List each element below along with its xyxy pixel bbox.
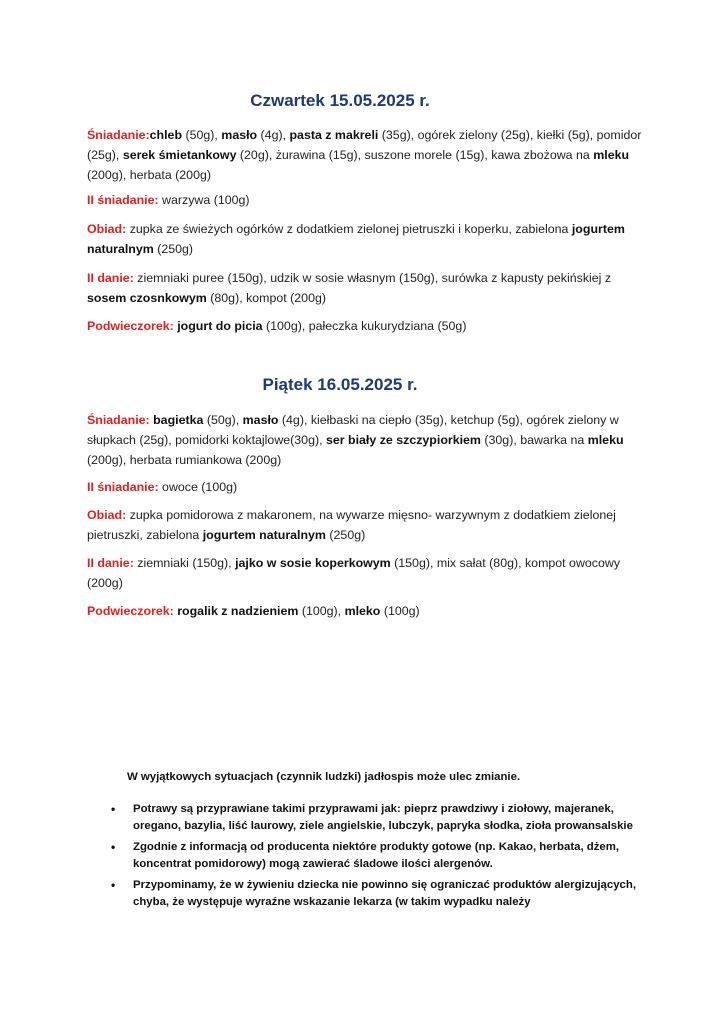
meal-text: (100g) xyxy=(380,604,420,618)
meal-item-bold: mleku xyxy=(593,148,630,162)
meal-text: zupka pomidorowa z makaronem, na wywarze mięsno- warzywnym z dodatkiem zielonej pietruszki, zabielona xyxy=(87,508,616,542)
notice-item xyxy=(109,839,654,873)
thursday-snack xyxy=(87,316,647,336)
meal-text: (30g), bawarka na xyxy=(480,433,588,447)
bullet-icon: • xyxy=(111,840,116,854)
meal-text: (200g), herbata rumiankowa (200g) xyxy=(87,453,282,467)
meal-text: (50g), xyxy=(182,128,222,142)
meal-item-bold: jogurtem naturalnym xyxy=(202,528,326,542)
notice-list xyxy=(109,801,654,915)
meal-label: II śniadanie: xyxy=(87,480,159,494)
meal-item-bold: jajko w sosie koperkowym xyxy=(235,556,391,570)
notice-item-text: Przypominamy, że w żywieniu dziecka nie powinno się ograniczać produktów alergizujących, chyba, że występuje wyraźne wskazanie lekarza (w takim wypadku należy xyxy=(133,879,637,908)
friday-breakfast xyxy=(87,410,647,470)
meal-text: (100g), pałeczka kukurydziana (50g) xyxy=(262,319,467,333)
meal-item-bold: sosem czosnkowym xyxy=(87,291,207,305)
meal-item-bold: jogurt do picia xyxy=(177,319,263,333)
meal-item-bold: mleko xyxy=(344,604,381,618)
friday-lunch xyxy=(87,505,647,545)
meal-text: zupka ze świeżych ogórków z dodatkiem zielonej pietruszki i koperku, zabielona xyxy=(126,222,572,236)
notice-item xyxy=(109,801,654,835)
meal-item-bold: serek śmietankowy xyxy=(122,148,237,162)
meal-text: (20g), żurawina (15g), suszone morele (15g), kawa zbożowa na xyxy=(236,148,594,162)
friday-title: Piątek 16.05.2025 r. xyxy=(262,375,418,394)
meal-text: (200g), herbata (200g) xyxy=(87,168,211,182)
meal-text: ziemniaki (150g), xyxy=(133,556,236,570)
meal-text: (250g) xyxy=(153,242,194,256)
friday-snack xyxy=(87,601,647,621)
meal-label: Obiad: xyxy=(87,508,127,522)
meal-text: (150g), mix sałat (80g), kompot owocowy (200g) xyxy=(87,556,621,590)
meal-item-bold: chleb xyxy=(149,128,183,142)
meal-label: Śniadanie: xyxy=(87,413,150,427)
meal-text: warzywa (100g) xyxy=(158,193,250,207)
notice-item xyxy=(109,877,654,911)
meal-item-bold: pasta z makreli xyxy=(289,128,379,142)
meal-label: Obiad: xyxy=(87,222,127,236)
meal-text: (80g), kompot (200g) xyxy=(206,291,326,305)
thursday-second-breakfast xyxy=(87,190,647,210)
meal-text: (100g), xyxy=(298,604,345,618)
thursday-title: Czwartek 15.05.2025 r. xyxy=(250,91,430,110)
meal-item-bold: bagietka xyxy=(153,413,204,427)
meal-text: (4g), xyxy=(257,128,290,142)
meal-label: II danie: xyxy=(87,556,134,570)
thursday-second-course xyxy=(87,268,647,308)
meal-item-bold: masło xyxy=(242,413,279,427)
friday-second-course xyxy=(87,553,647,593)
notice-item-text: Zgodnie z informacją od producenta niektóre produkty gotowe (np. Kakao, herbata, dżem, koncentrat pomidorowy) mogą zawierać śladowe ilości alergenów. xyxy=(133,841,620,870)
meal-item-bold: masło xyxy=(221,128,258,142)
meal-text: ziemniaki puree (150g), udzik w sosie własnym (150g), surówka z kapusty pekińskiej z xyxy=(133,271,612,285)
bullet-icon: • xyxy=(111,878,116,892)
meal-text: (50g), xyxy=(203,413,243,427)
meal-item-bold: ser biały ze szczypiorkiem xyxy=(325,433,481,447)
meal-item-bold: jogurtem naturalnym xyxy=(87,222,625,256)
meal-label: II danie: xyxy=(87,271,134,285)
friday-second-breakfast xyxy=(87,477,647,497)
meal-label: Podwieczorek: xyxy=(87,319,174,333)
thursday-breakfast xyxy=(87,125,647,185)
menu-change-notice: W wyjątkowych sytuacjach (czynnik ludzki) jadłospis może ulec zmianie. xyxy=(127,771,521,783)
meal-item-bold: rogalik z nadzieniem xyxy=(177,604,299,618)
meal-label: Śniadanie: xyxy=(87,128,150,142)
meal-item-bold: mleku xyxy=(587,433,624,447)
meal-text: (4g), kiełbaski na ciepło (35g), ketchup (5g), ogórek zielony w słupkach (25g), pomidorki koktajlowe(30g), xyxy=(87,413,619,447)
meal-label: Podwieczorek: xyxy=(87,604,174,618)
bullet-icon: • xyxy=(111,802,116,816)
thursday-lunch xyxy=(87,219,647,259)
meal-text: (250g) xyxy=(325,528,366,542)
meal-label: II śniadanie: xyxy=(87,193,159,207)
notice-item-text: Potrawy są przyprawiane takimi przyprawami jak: pieprz prawdziwy i ziołowy, majeranek, oregano, bazylia, liść laurowy, ziele angielskie, lubczyk, papryka słodka, zioła prowansalskie xyxy=(133,803,633,832)
meal-text: (35g), ogórek zielony (25g), kiełki (5g), pomidor (25g), xyxy=(87,128,642,162)
meal-text: owoce (100g) xyxy=(158,480,238,494)
